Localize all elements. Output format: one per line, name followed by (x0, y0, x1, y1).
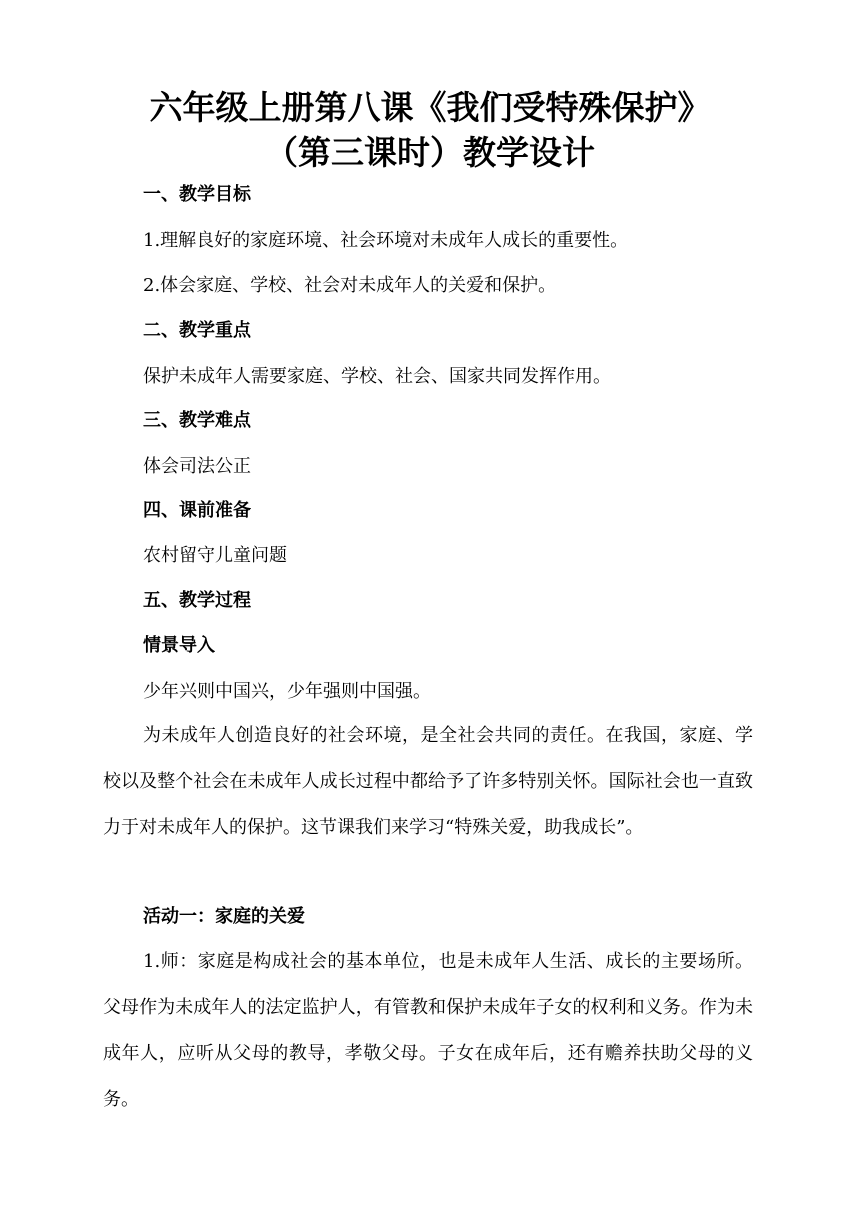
intro-paragraph: 为未成年人创造良好的社会环境，是全社会共同的责任。在我国，家庭、学校以及整个社会在未成年人成长过程中都给予了许多特别关怀。国际社会也一直致力于对未成年人的保护。这节课我们来学习“特殊关爱，助我成长”。 (103, 725, 753, 838)
subheading-intro: 情景导入 (143, 635, 215, 656)
section-heading-difficulties: 三、教学难点 (143, 410, 251, 431)
preparation-text: 农村留守儿童问题 (143, 545, 287, 566)
section-heading-preparation: 四、课前准备 (143, 500, 251, 521)
document-title-line-2: （第三课时）教学设计 (265, 133, 595, 172)
intro-line: 少年兴则中国兴，少年强则中国强。 (143, 681, 431, 702)
section-heading-goals: 一、教学目标 (143, 184, 251, 205)
goal-item-1: 1.理解良好的家庭环境、社会环境对未成年人成长的重要性。 (143, 230, 629, 251)
subheading-activity-1: 活动一：家庭的关爱 (143, 906, 305, 927)
section-heading-key-points: 二、教学重点 (143, 320, 251, 341)
difficulties-text: 体会司法公正 (143, 456, 251, 477)
activity-1-paragraph: 1.师：家庭是构成社会的基本单位，也是未成年人生活、成长的主要场所。父母作为未成年人的法定监护人，有管教和保护未成年子女的权利和义务。作为未成年人，应听从父母的教导，孝敬父母。子女在成年后，还有赡养扶助父母的义务。 (103, 951, 753, 1110)
key-points-text: 保护未成年人需要家庭、学校、社会、国家共同发挥作用。 (143, 366, 611, 387)
document-title-line-1: 六年级上册第八课《我们受特殊保护》 (149, 88, 711, 127)
section-heading-process: 五、教学过程 (143, 590, 251, 611)
goal-item-2: 2.体会家庭、学校、社会对未成年人的关爱和保护。 (143, 275, 557, 296)
